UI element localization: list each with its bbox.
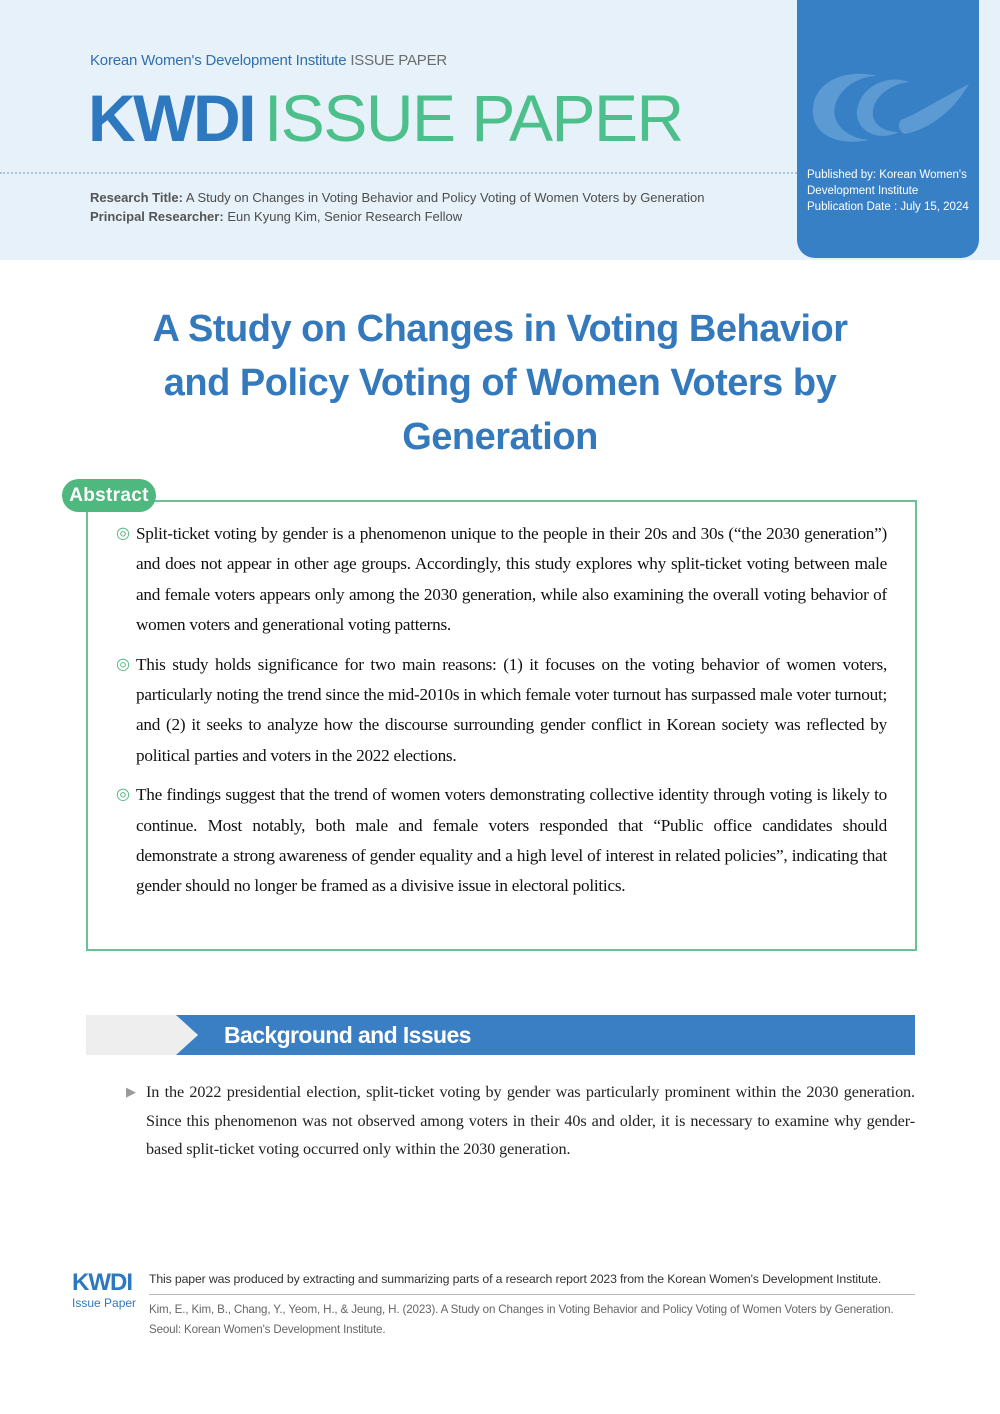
publication-date: Publication Date : July 15, 2024 — [807, 201, 969, 213]
published-by: Published by: Korean Women's Development Institute — [807, 169, 967, 197]
abstract-text: Split-ticket voting by gender is a phenomenon unique to the people in their 20s and 30s (“the 2030 generation”) and does not appear in other age groups. Accordingly, this study explores why split-ticket voting between male and female voters appears only among the 2030 generation, while also examining the overall voting behavior of women voters and generational voting patterns. — [136, 524, 887, 634]
footer-citation — [149, 1300, 919, 1340]
footer-logo-sub: Issue Paper — [72, 1296, 137, 1310]
research-title: A Study on Changes in Voting Behavior and Policy Voting of Women Voters by Generation — [185, 190, 705, 205]
double-circle-bullet-icon: ◎ — [116, 525, 130, 542]
researcher-line — [90, 207, 705, 226]
brand-title — [88, 78, 683, 158]
triangle-bullet-icon: ▶ — [126, 1084, 136, 1099]
section-paragraph-text: In the 2022 presidential election, split-ticket voting by gender was particularly prominent within the 2030 generation. Since this phenomenon was not observed among voters in their 40s and older, it is necessary to examine why gender-based split-ticket voting occurred only within the 2030 generation. — [146, 1083, 915, 1158]
double-circle-bullet-icon: ◎ — [116, 655, 130, 673]
title-line-1: A Study on Changes in Voting Behavior — [152, 308, 848, 350]
abstract-text: This study holds significance for two main reasons: (1) it focuses on the voting behavior of women voters, particularly noting the trend since the mid-2010s in which female voter turnout has surpassed male voter turnout; and (2) it seeks to analyze how the discourse surrounding gender conflict in Korean society was reflected by political parties and voters in the 2022 elections. — [136, 654, 887, 765]
abstract-item — [114, 650, 887, 771]
research-info — [90, 188, 705, 226]
title-line-3: Generation — [402, 416, 598, 458]
page-title — [60, 302, 940, 464]
footer-note: This paper was produced by extracting and summarizing parts of a research report 2023 from the Korean Women's Development Institute. — [149, 1272, 882, 1286]
publication-info — [807, 167, 973, 215]
abstract-text: The findings suggest that the trend of women voters demonstrating collective identity through voting is likely to continue. Most notably, both male and female voters responded that “Public office candidates should demonstrate a strong awareness of gender equality and a high level of interest in related policies”, indicating that gender should no longer be framed as a divisive issue in electoral politics. — [136, 785, 887, 896]
abstract-item — [114, 519, 887, 640]
section-bar-arrow-shape — [86, 1015, 915, 1055]
abstract-list — [114, 519, 887, 911]
research-title-label: Research Title: — [90, 190, 183, 205]
double-circle-bullet-icon: ◎ — [116, 786, 130, 804]
brand-issue-paper: ISSUE PAPER — [263, 81, 683, 155]
header-divider — [0, 172, 800, 174]
citation-line-2: Seoul: Korean Women's Development Institute. — [149, 1323, 386, 1336]
series-line — [90, 52, 447, 69]
publication-tab — [797, 0, 979, 258]
footer-logo-kwdi: KWDI — [72, 1269, 132, 1296]
title-line-2: and Policy Voting of Women Voters by — [163, 362, 837, 404]
footer-logo — [72, 1270, 142, 1310]
series-prefix: Korean Women's Development Institute — [90, 52, 347, 69]
abstract-item — [114, 780, 887, 901]
abstract-label: Abstract — [62, 479, 156, 512]
section-title: Background and Issues — [224, 1022, 471, 1048]
series-suffix: ISSUE PAPER — [350, 52, 448, 69]
section-header-bar — [86, 1015, 915, 1055]
researcher-name: Eun Kyung Kim, Senior Research Fellow — [227, 209, 463, 224]
citation-line-1: Kim, E., Kim, B., Chang, Y., Yeom, H., & Jeung, H. (2023). A Study on Changes in Voting Behavior and Policy Voting of Women Voters by Generation. — [149, 1303, 894, 1316]
section-paragraph — [126, 1078, 915, 1164]
researcher-label: Principal Researcher: — [90, 209, 224, 224]
brand-kwdi: KWDI — [88, 81, 254, 155]
research-title-line — [90, 188, 705, 207]
kwdi-emblem-icon — [805, 62, 975, 152]
footer-divider — [149, 1294, 915, 1295]
